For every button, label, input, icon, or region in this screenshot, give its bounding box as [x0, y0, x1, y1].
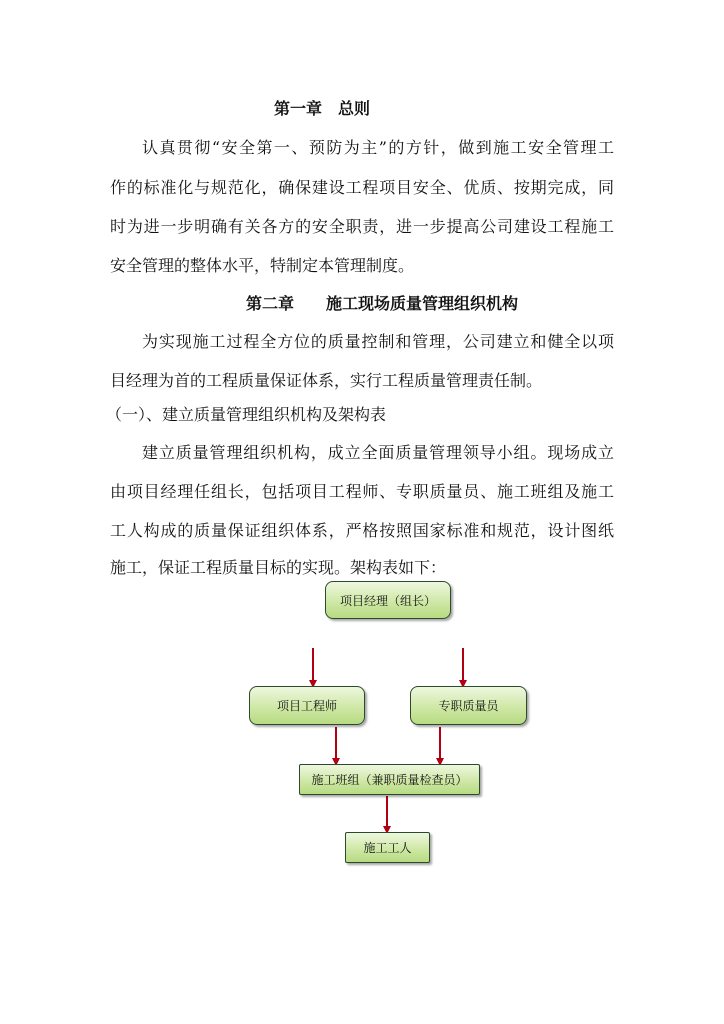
- chapter2-line-2: 目经理为首的工程质量保证体系，实行工程质量管理责任制。: [110, 371, 543, 390]
- chapter2-title: 第二章 施工现场质量管理组织机构: [246, 294, 519, 313]
- node-construction-workers: 施工工人: [345, 832, 430, 863]
- chapter1-line-3: 时为进一步明确有关各方的安全职责，进一步提高公司建设工程施工: [110, 217, 614, 236]
- node-project-manager: 项目经理（组长）: [325, 581, 451, 619]
- chapter2-line-1: 为实现施工过程全方位的质量控制和管理，公司建立和健全以项: [142, 332, 614, 351]
- section1-line-1: 建立质量管理组织机构，成立全面质量管理领导小组。现场成立: [142, 443, 614, 462]
- section1-line-2: 由项目经理任组长，包括项目工程师、专职质量员、施工班组及施工: [110, 482, 614, 501]
- section1-line-3: 工人构成的质量保证组织体系，严格按照国家标准和规范，设计图纸: [110, 521, 614, 540]
- section1-title: （一）、建立质量管理组织机构及架构表: [106, 405, 387, 424]
- node-project-engineer: 项目工程师: [249, 686, 365, 725]
- node-construction-team: 施工班组（兼职质量检查员）: [299, 764, 480, 795]
- chapter1-line-1: 认真贯彻“安全第一、预防为主”的方针，做到施工安全管理工: [142, 138, 614, 157]
- section1-line-4: 施工，保证工程质量目标的实现。架构表如下：: [110, 558, 447, 577]
- chapter1-title: 第一章 总则: [274, 99, 371, 118]
- chapter1-line-4: 安全管理的整体水平，特制定本管理制度。: [110, 256, 415, 275]
- chapter1-line-2: 作的标准化与规范化，确保建设工程项目安全、优质、按期完成，同: [110, 178, 614, 197]
- node-quality-inspector: 专职质量员: [410, 686, 527, 725]
